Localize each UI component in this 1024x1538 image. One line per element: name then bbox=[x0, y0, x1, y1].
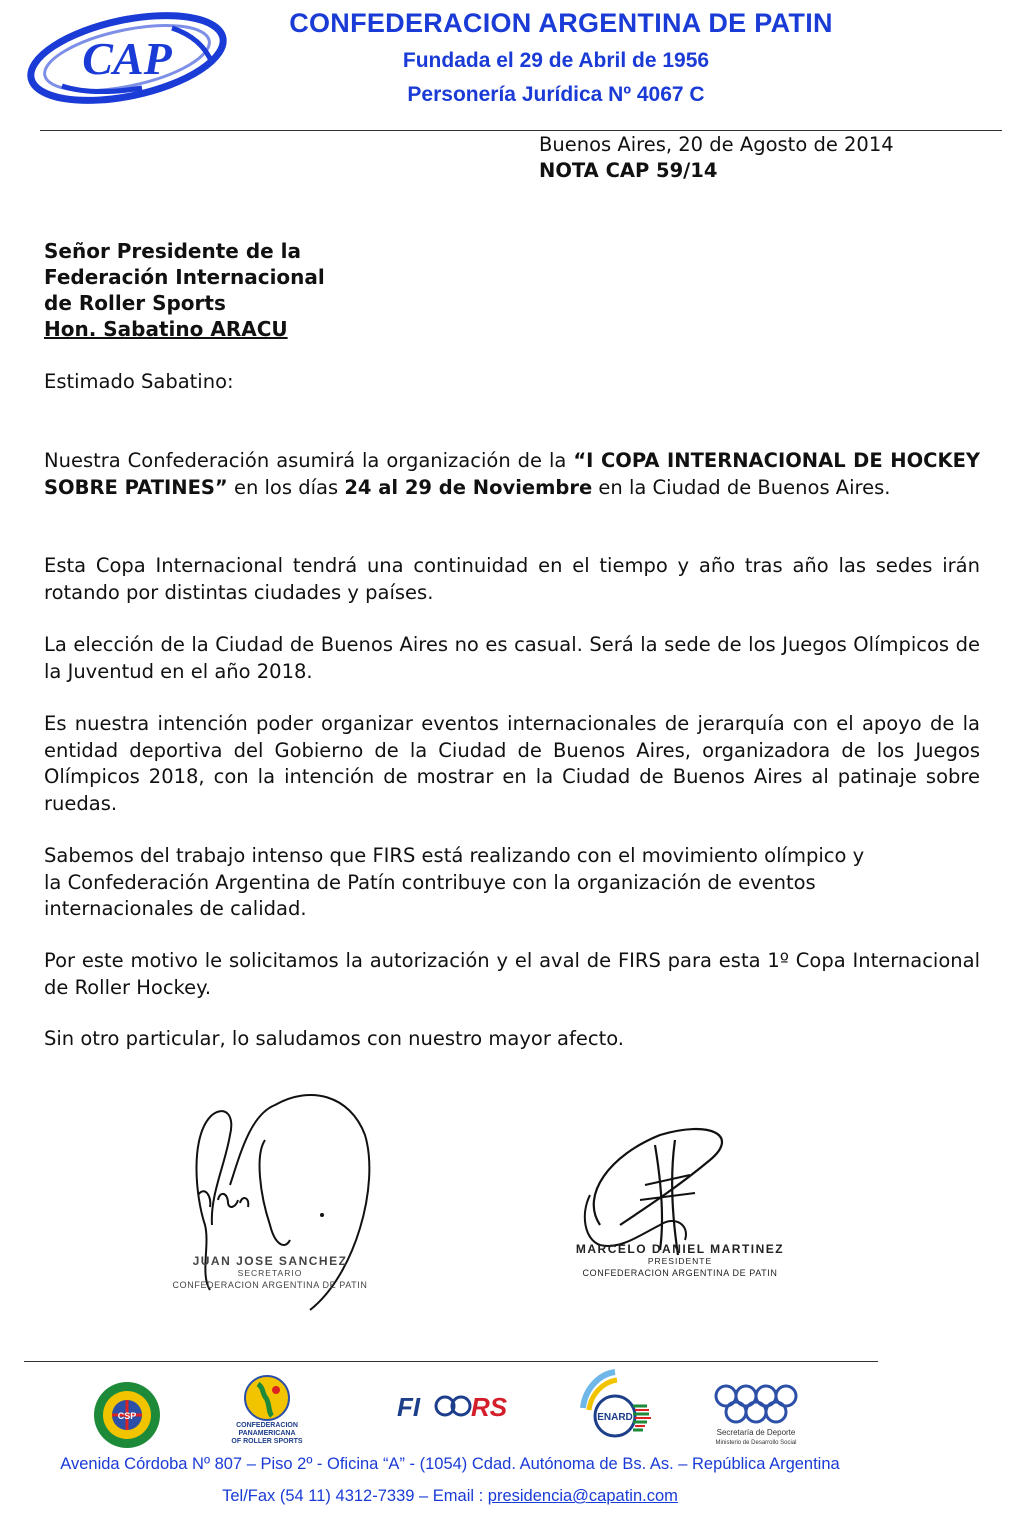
signature-president bbox=[560, 1115, 800, 1305]
logo-text: CAP bbox=[82, 33, 172, 84]
firs-text: RS bbox=[471, 1392, 508, 1422]
email-link[interactable]: presidencia@capatin.com bbox=[487, 1487, 678, 1505]
secretaria-text: Secretaría de Deporte bbox=[716, 1428, 796, 1437]
csp-logo bbox=[92, 1380, 162, 1450]
panam-text: PANAMERICANA bbox=[238, 1430, 296, 1437]
recipient-line: Federación Internacional bbox=[44, 265, 325, 289]
closing: Sin otro particular, lo saludamos con nuestro mayor afecto. bbox=[44, 1027, 625, 1050]
p5-line: Sabemos del trabajo intenso que FIRS está realizando con el movimiento olímpico y bbox=[44, 844, 865, 867]
firs-text: FI bbox=[397, 1392, 421, 1422]
recipient-line: Señor Presidente de la bbox=[44, 239, 302, 263]
signer-name: JUAN JOSE SANCHEZ bbox=[192, 1254, 348, 1268]
p5-line: internacionales de calidad. bbox=[44, 897, 307, 920]
signer-org: CONFEDERACION ARGENTINA DE PATIN bbox=[582, 1268, 778, 1278]
p1-text: en la Ciudad de Buenos Aires. bbox=[592, 475, 891, 499]
cap-logo bbox=[22, 8, 232, 108]
legal-registration: Personería Jurídica Nº 4067 C bbox=[407, 83, 705, 106]
enard-logo bbox=[575, 1368, 655, 1450]
panam-text: OF ROLLER SPORTS bbox=[231, 1438, 303, 1445]
founded-date: Fundada el 29 de Abril de 1956 bbox=[402, 49, 710, 72]
firs-logo bbox=[395, 1386, 520, 1426]
signer-org: CONFEDERACION ARGENTINA DE PATIN bbox=[172, 1280, 368, 1290]
signer-role: SECRETARIO bbox=[237, 1268, 303, 1278]
secretaria-text: Ministerio de Desarrollo Social bbox=[715, 1440, 797, 1446]
event-title: “I COPA INTERNACIONAL DE HOCKEY SOBRE PATINES” bbox=[44, 449, 981, 499]
secretaria-deporte-logo bbox=[710, 1382, 802, 1452]
panam-text: CONFEDERACION bbox=[236, 1422, 298, 1429]
rings-emblem bbox=[710, 1382, 802, 1426]
csp-center-text: CSP bbox=[117, 1411, 137, 1421]
sponsor-logos bbox=[0, 1366, 1024, 1452]
p1-text: Nuestra Confederación asumirá la organización de la bbox=[44, 449, 574, 472]
p5-line: la Confederación Argentina de Patín contribuye con la organización de eventos bbox=[44, 870, 816, 894]
letter-meta bbox=[539, 132, 894, 184]
paragraph-6: Por este motivo le solicitamos la autorización y el aval de FIRS para esta 1º Copa Internacional de Roller Hockey. bbox=[44, 949, 980, 999]
stamp-president bbox=[570, 1243, 790, 1279]
footer-contact bbox=[0, 1487, 900, 1506]
paragraph-1 bbox=[44, 448, 980, 501]
note-reference: NOTA CAP 59/14 bbox=[539, 159, 718, 182]
place-date: Buenos Aires, 20 de Agosto de 2014 bbox=[539, 133, 894, 156]
footer-divider bbox=[24, 1361, 878, 1362]
paragraph-5 bbox=[44, 843, 980, 923]
recipient-block bbox=[44, 238, 325, 342]
paragraph-3: La elección de la Ciudad de Buenos Aires no es casual. Será la sede de los Juegos Olímpicos de la Juventud en el año 2018. bbox=[44, 633, 980, 683]
paragraph-4: Es nuestra intención poder organizar eventos internacionales de jerarquía con el apoyo de la entidad deportiva del Gobierno de la Ciudad de Buenos Aires, organizadora de los Juegos Olímpicos 2018, con la intención de mostrar en la Ciudad de Buenos Aires al patinaje sobre ruedas. bbox=[44, 712, 980, 815]
signer-name: MARCELO DANIEL MARTINEZ bbox=[575, 1242, 785, 1256]
org-name: CONFEDERACION ARGENTINA DE PATIN bbox=[289, 8, 833, 38]
footer-address: Avenida Córdoba Nº 807 – Piso 2º - Oficina “A” - (1054) Cdad. Autónoma de Bs. As. – República Argentina bbox=[60, 1455, 840, 1473]
panam-emblem bbox=[232, 1374, 302, 1422]
letterhead bbox=[0, 0, 1024, 130]
p1-text: en los días bbox=[227, 475, 345, 499]
salutation: Estimado Sabatino: bbox=[44, 370, 234, 393]
paragraph-2: Esta Copa Internacional tendrá una continuidad en el tiempo y año tras año las sedes irán rotando por distintas ciudades y países. bbox=[44, 554, 980, 604]
contact-phone: Tel/Fax (54 11) 4312-7339 – Email : bbox=[222, 1487, 488, 1505]
panam-logo bbox=[232, 1374, 302, 1452]
enard-text: ENARD bbox=[597, 1412, 633, 1423]
stamp-secretary bbox=[160, 1255, 380, 1291]
signer-role: PRESIDENTE bbox=[647, 1256, 713, 1266]
recipient-name: Hon. Sabatino ARACU bbox=[44, 317, 288, 341]
header-divider bbox=[40, 130, 1002, 131]
event-dates: 24 al 29 de Noviembre bbox=[344, 475, 593, 499]
recipient-line: de Roller Sports bbox=[44, 291, 226, 315]
signature-secretary bbox=[150, 1075, 400, 1315]
